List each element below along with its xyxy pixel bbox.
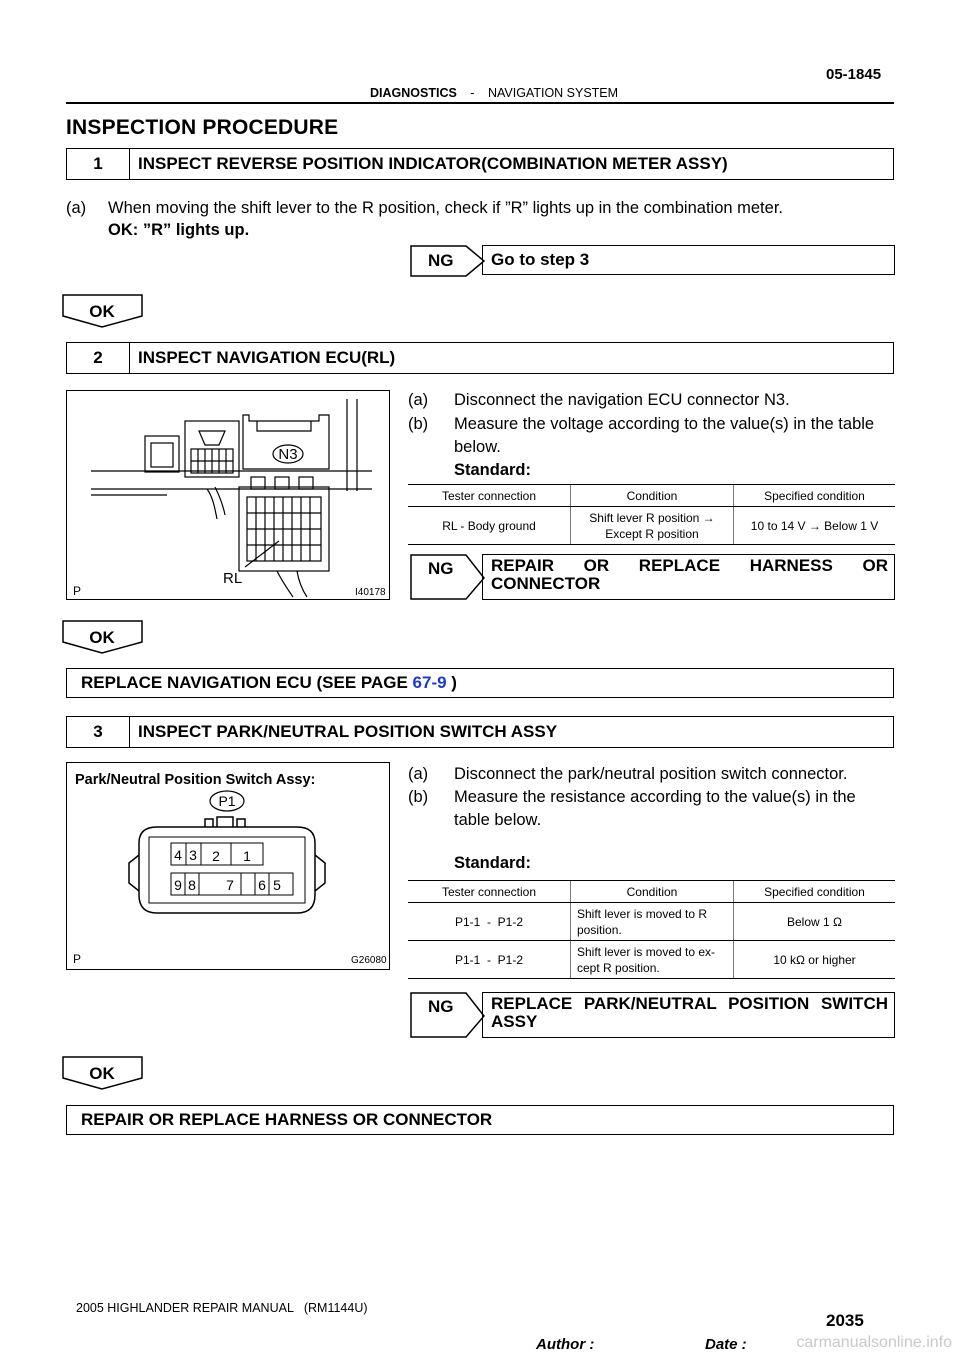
step2-b-label: (b) (408, 415, 429, 433)
step3-ok-row (62, 1056, 144, 1095)
step1-ok-criteria: OK: ”R” lights up. (108, 221, 250, 239)
table-header: Tester connection (408, 881, 571, 903)
figure-title: Park/Neutral Position Switch Assy: (75, 772, 316, 788)
table-row (408, 941, 895, 979)
header-separator: - (470, 86, 475, 100)
step2-figure (66, 390, 390, 600)
pin-label: 4 (174, 847, 182, 863)
step3-ng-label: NG (428, 997, 454, 1016)
final-action-box (66, 1105, 894, 1135)
step2-spec-table (408, 484, 895, 545)
step2-a-text: Disconnect the navigation ECU connector N3. (454, 391, 790, 409)
watermark: carmanualsonline.info (796, 1334, 952, 1351)
pin-label: 6 (258, 877, 266, 893)
step3-b-text-1: Measure the resistance according to the value(s) in the (454, 788, 856, 806)
step1-number: 1 (67, 149, 130, 179)
table-row (408, 507, 895, 545)
step3-box (66, 716, 894, 748)
final-action-text: REPAIR OR REPLACE HARNESS OR CONNECTOR (81, 1110, 493, 1129)
table-header: Condition (571, 881, 734, 903)
connector-n3-label: N3 (278, 446, 298, 463)
step3-title: INSPECT PARK/NEUTRAL POSITION SWITCH ASSY (138, 722, 558, 741)
step3-b-label: (b) (408, 788, 429, 806)
step3-b-text-2: table below. (454, 811, 542, 829)
table-cell: Shift lever is moved to R position. (571, 903, 734, 941)
step1-ng-row (410, 245, 895, 275)
table-header: Tester connection (408, 485, 571, 507)
table-cell: 10 to 14 V → Below 1 V (734, 507, 896, 545)
step1-a-label: (a) (66, 199, 87, 217)
replace-ecu-suffix: ) (446, 673, 457, 692)
replace-ecu-text: REPLACE NAVIGATION ECU (SEE PAGE (81, 673, 413, 692)
step2-ok-row (62, 620, 144, 659)
table-cell: Below 1 Ω (734, 903, 896, 941)
step2-ng-label: NG (428, 559, 454, 578)
step1-ok-label: OK (89, 302, 115, 321)
header-subsection: NAVIGATION SYSTEM (487, 86, 619, 100)
pin-label: 9 (174, 877, 182, 893)
main-heading: INSPECTION PROCEDURE (66, 116, 339, 139)
table-header-row (408, 881, 895, 903)
pin-label: 8 (188, 877, 196, 893)
step3-a-text: Disconnect the park/neutral position switch connector. (454, 765, 848, 783)
table-cell: 10 kΩ or higher (734, 941, 896, 979)
table-cell: Shift lever R position → Except R position (571, 507, 734, 545)
footer-page-number: 2035 (826, 1311, 864, 1330)
table-cell: P1-1 - P1-2 (408, 941, 571, 979)
footer-author-label: Author : (536, 1336, 595, 1353)
table-header-row (408, 485, 895, 507)
step3-standard-label: Standard: (454, 854, 532, 872)
table-row (408, 903, 895, 941)
page-link[interactable]: 67-9 (412, 673, 447, 692)
step2-ok-label: OK (89, 628, 115, 647)
step2-b-text-2: below. (454, 438, 501, 456)
step2-b-text-1: Measure the voltage according to the value(s) in the table (454, 415, 875, 433)
step3-a-label: (a) (408, 765, 429, 783)
ecu-connector-illustration (67, 391, 389, 599)
step1-ok-row (62, 294, 144, 333)
step1-ng-label: NG (428, 251, 454, 270)
step3-number: 3 (67, 717, 130, 747)
step2-ng-row (410, 554, 895, 600)
pin-label: 3 (189, 847, 197, 863)
pin-label: 2 (212, 848, 220, 864)
footer-date-label: Date : (705, 1336, 747, 1353)
table-cell: RL - Body ground (408, 507, 571, 545)
figure-corner-label: P (73, 952, 82, 966)
terminal-rl-label: RL (223, 570, 243, 587)
pin-label: 5 (273, 877, 281, 893)
figure-code: G26080 (351, 955, 387, 966)
table-header: Specified condition (734, 485, 896, 507)
header-title (370, 86, 618, 100)
step1-box (66, 148, 894, 180)
page-code: 05-1845 (826, 66, 882, 83)
table-header: Condition (571, 485, 734, 507)
step2-number: 2 (67, 343, 130, 373)
table-header: Specified condition (734, 881, 896, 903)
replace-ecu-box (66, 668, 894, 698)
step3-ng-action: REPLACE PARK/NEUTRAL POSITION SWITCH ASSY (482, 992, 895, 1038)
switch-connector-illustration (67, 763, 389, 969)
step3-ok-label: OK (89, 1064, 115, 1083)
step2-ng-action: REPAIR OR REPLACE HARNESS OR CONNECTOR (482, 554, 895, 600)
step2-standard-label: Standard: (454, 461, 532, 479)
step3-spec-table (408, 880, 895, 979)
figure-corner-label: P (73, 584, 82, 598)
step2-title: INSPECT NAVIGATION ECU(RL) (138, 348, 396, 367)
step1-a-text: When moving the shift lever to the R position, check if ”R” lights up in the combination meter. (108, 199, 783, 217)
step3-ng-row (410, 992, 895, 1038)
step1-title: INSPECT REVERSE POSITION INDICATOR(COMBINATION METER ASSY) (138, 154, 728, 173)
step1-ng-action: Go to step 3 (482, 245, 895, 275)
step2-box (66, 342, 894, 374)
figure-code: I40178 (355, 587, 386, 598)
table-cell: Shift lever is moved to ex- cept R position. (571, 941, 734, 979)
step3-figure (66, 762, 390, 970)
header-section: DIAGNOSTICS (370, 86, 457, 100)
header-rule (66, 102, 894, 104)
table-cell: P1-1 - P1-2 (408, 903, 571, 941)
connector-p1-label: P1 (218, 793, 236, 809)
footer-manual: 2005 HIGHLANDER REPAIR MANUAL (RM1144U) (76, 1301, 368, 1315)
step2-a-label: (a) (408, 391, 429, 409)
pin-label: 7 (226, 877, 234, 893)
pin-label: 1 (243, 848, 251, 864)
